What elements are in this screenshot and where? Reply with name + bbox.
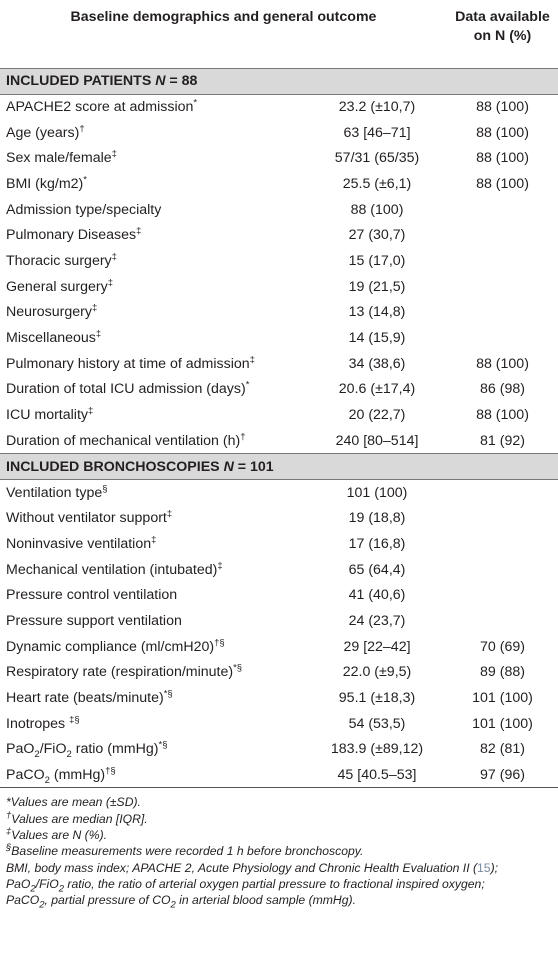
- row-value: 19 (21,5): [348, 278, 406, 295]
- table-row: [0, 557, 558, 583]
- table-row: [0, 377, 558, 403]
- row-data-available: [447, 531, 558, 557]
- footnote-abbreviations: BMI, body mass index; APACHE 2, Acute Physiology and Chronic Health Evaluation II (15);: [6, 860, 499, 875]
- footnote-paco2: PaCO$_2$, partial pressure of $CO_2$ in arterial blood sample (mmHg).: [6, 893, 356, 911]
- row-value: 14 (15,9): [348, 330, 406, 347]
- row-value: 183.9 (±89,12): [330, 741, 424, 758]
- table-row: [0, 171, 558, 197]
- row-value: 24 (23,7): [348, 612, 406, 629]
- table-row: [0, 582, 558, 608]
- row-data-available: [447, 325, 558, 351]
- row-data-available: 101 (100): [472, 689, 533, 706]
- row-value: 45 [40.5–53]: [307, 762, 447, 788]
- row-label: Respiratory rate (respiration/minute)*§: [6, 662, 243, 681]
- row-value: 19 (18,8): [348, 510, 406, 527]
- table-body: [0, 68, 558, 788]
- row-data-available: [447, 197, 558, 223]
- row-label: Noninvasive ventilation‡: [6, 534, 157, 552]
- table-row: [0, 351, 558, 377]
- row-value: 57/31 (65/35): [334, 150, 420, 167]
- row-label: Mechanical ventilation (intubated)‡: [6, 559, 223, 578]
- footnote-baseline: §Baseline measurements were recorded 1 h before bronchoscopy.: [6, 842, 364, 859]
- row-label: ICU mortality‡: [6, 405, 94, 424]
- table-row: [0, 428, 558, 454]
- row-data-available: [447, 608, 558, 634]
- row-value: 23.2 (±10,7): [338, 99, 416, 116]
- row-value: 41 (40,6): [348, 587, 406, 604]
- row-label: Age (years)†: [6, 122, 85, 141]
- row-value: 34 (38,6): [348, 355, 406, 372]
- row-label: Miscellaneous‡: [6, 328, 102, 347]
- row-data-available: 88 (100): [476, 355, 529, 372]
- table-row: [0, 222, 558, 248]
- reference-link[interactable]: 15: [477, 860, 491, 875]
- row-data-available: [447, 300, 558, 326]
- row-label: Pressure support ventilation: [6, 612, 182, 629]
- row-value: 20 (22,7): [348, 407, 406, 424]
- row-data-available: [447, 557, 558, 583]
- section-header: [0, 454, 558, 480]
- footnote-mean: *Values are mean (±SD).: [6, 795, 141, 810]
- row-label: Pulmonary history at time of admission‡: [6, 353, 255, 372]
- row-label: Sex male/female‡: [6, 148, 117, 167]
- table-row: [0, 737, 558, 763]
- row-data-available: [447, 274, 558, 300]
- row-data-available: [447, 248, 558, 274]
- row-label: PaCO$_2$ (mmHg)†§: [0, 762, 307, 788]
- table-row: [0, 145, 558, 171]
- row-data-available: 89 (88): [480, 664, 525, 681]
- row-value: 27 (30,7): [348, 227, 406, 244]
- row-data-available: [447, 480, 558, 506]
- row-label: Duration of mechanical ventilation (h)†: [6, 430, 246, 449]
- table-row: [0, 274, 558, 300]
- row-value: 88 (100): [350, 201, 404, 218]
- table-row: [0, 608, 558, 634]
- footnote-median: †Values are median [IQR].: [6, 809, 148, 826]
- header-baseline: Baseline demographics and general outcome: [70, 9, 377, 25]
- table-header-row: [0, 0, 558, 68]
- table-row: [0, 120, 558, 146]
- row-value: 29 [22–42]: [343, 638, 411, 655]
- row-data-available: [447, 505, 558, 531]
- row-data-available: 88 (100): [476, 175, 529, 192]
- row-label: Pressure control ventilation: [6, 587, 178, 604]
- row-value: 25.5 (±6,1): [342, 175, 412, 192]
- table-row: [0, 505, 558, 531]
- row-value: 240 [80–514]: [335, 432, 419, 449]
- row-label: Inotropes ‡§: [6, 713, 80, 732]
- footnote-pao2: PaO$_2$/FiO$_2$ ratio, the ratio of arterial oxygen partial pressure to fractional inspired oxygen;: [6, 876, 485, 895]
- row-value: 22.0 (±9,5): [342, 664, 412, 681]
- row-value: 17 (16,8): [348, 535, 406, 552]
- row-label: Thoracic surgery‡: [6, 251, 117, 269]
- header-data-available: Data available on N (%): [455, 9, 550, 44]
- table-footnotes: [0, 788, 558, 911]
- row-label: Neurosurgery‡: [6, 302, 98, 321]
- row-value: 101 (100): [346, 484, 408, 501]
- row-value: 65 (64,4): [348, 561, 406, 578]
- row-label: Heart rate (beats/minute)*§: [6, 688, 173, 706]
- table-row: [0, 480, 558, 506]
- row-label: Admission type/specialty: [6, 201, 162, 218]
- row-label: PaO$_2$/FiO$_2$ ratio (mmHg)*§: [6, 739, 168, 761]
- row-label: General surgery‡: [6, 276, 114, 295]
- footnote-n-percent: ‡Values are N (%).: [6, 825, 108, 842]
- table-row: [0, 300, 558, 326]
- row-data-available: 97 (96): [447, 762, 558, 788]
- row-data-available: [447, 222, 558, 248]
- row-value: 63 [46–71]: [343, 124, 411, 141]
- row-label: Duration of total ICU admission (days)*: [6, 379, 250, 398]
- table-row: [0, 325, 558, 351]
- table-row: [0, 197, 558, 223]
- table-row: [0, 402, 558, 428]
- row-value: 15 (17,0): [348, 252, 406, 269]
- table-row: [0, 762, 558, 788]
- row-label: Pulmonary Diseases‡: [6, 225, 142, 244]
- row-data-available: 101 (100): [472, 715, 533, 732]
- row-data-available: 88 (100): [476, 124, 529, 141]
- row-data-available: 70 (69): [480, 638, 525, 655]
- row-value: 54 (53,5): [348, 715, 406, 732]
- row-data-available: 86 (98): [480, 381, 525, 398]
- section-header: [0, 68, 558, 94]
- row-data-available: 81 (92): [480, 432, 525, 449]
- table-row: [0, 248, 558, 274]
- table-row: [0, 711, 558, 737]
- row-value: 13 (14,8): [348, 304, 406, 321]
- table-row: [0, 685, 558, 711]
- row-label: Ventilation type§: [6, 482, 108, 501]
- table-row: [0, 634, 558, 660]
- table-row: [0, 531, 558, 557]
- table-row: [0, 659, 558, 685]
- row-value: 20.6 (±17,4): [338, 381, 416, 398]
- row-data-available: 88 (100): [476, 150, 529, 167]
- row-value: 95.1 (±18,3): [338, 689, 416, 706]
- row-label: Dynamic compliance (ml/cmH20)†§: [6, 636, 225, 655]
- row-label: APACHE2 score at admission*: [6, 97, 198, 116]
- table-row: [0, 94, 558, 120]
- row-data-available: 88 (100): [476, 99, 529, 116]
- row-data-available: [447, 582, 558, 608]
- row-data-available: 82 (81): [480, 741, 525, 758]
- section-title: INCLUDED PATIENTS N = 88: [0, 68, 558, 94]
- row-data-available: 88 (100): [476, 407, 529, 424]
- row-label: Without ventilator support‡: [6, 508, 173, 527]
- section-title: INCLUDED BRONCHOSCOPIES N = 101: [0, 454, 558, 480]
- row-label: BMI (kg/m2)*: [6, 174, 87, 192]
